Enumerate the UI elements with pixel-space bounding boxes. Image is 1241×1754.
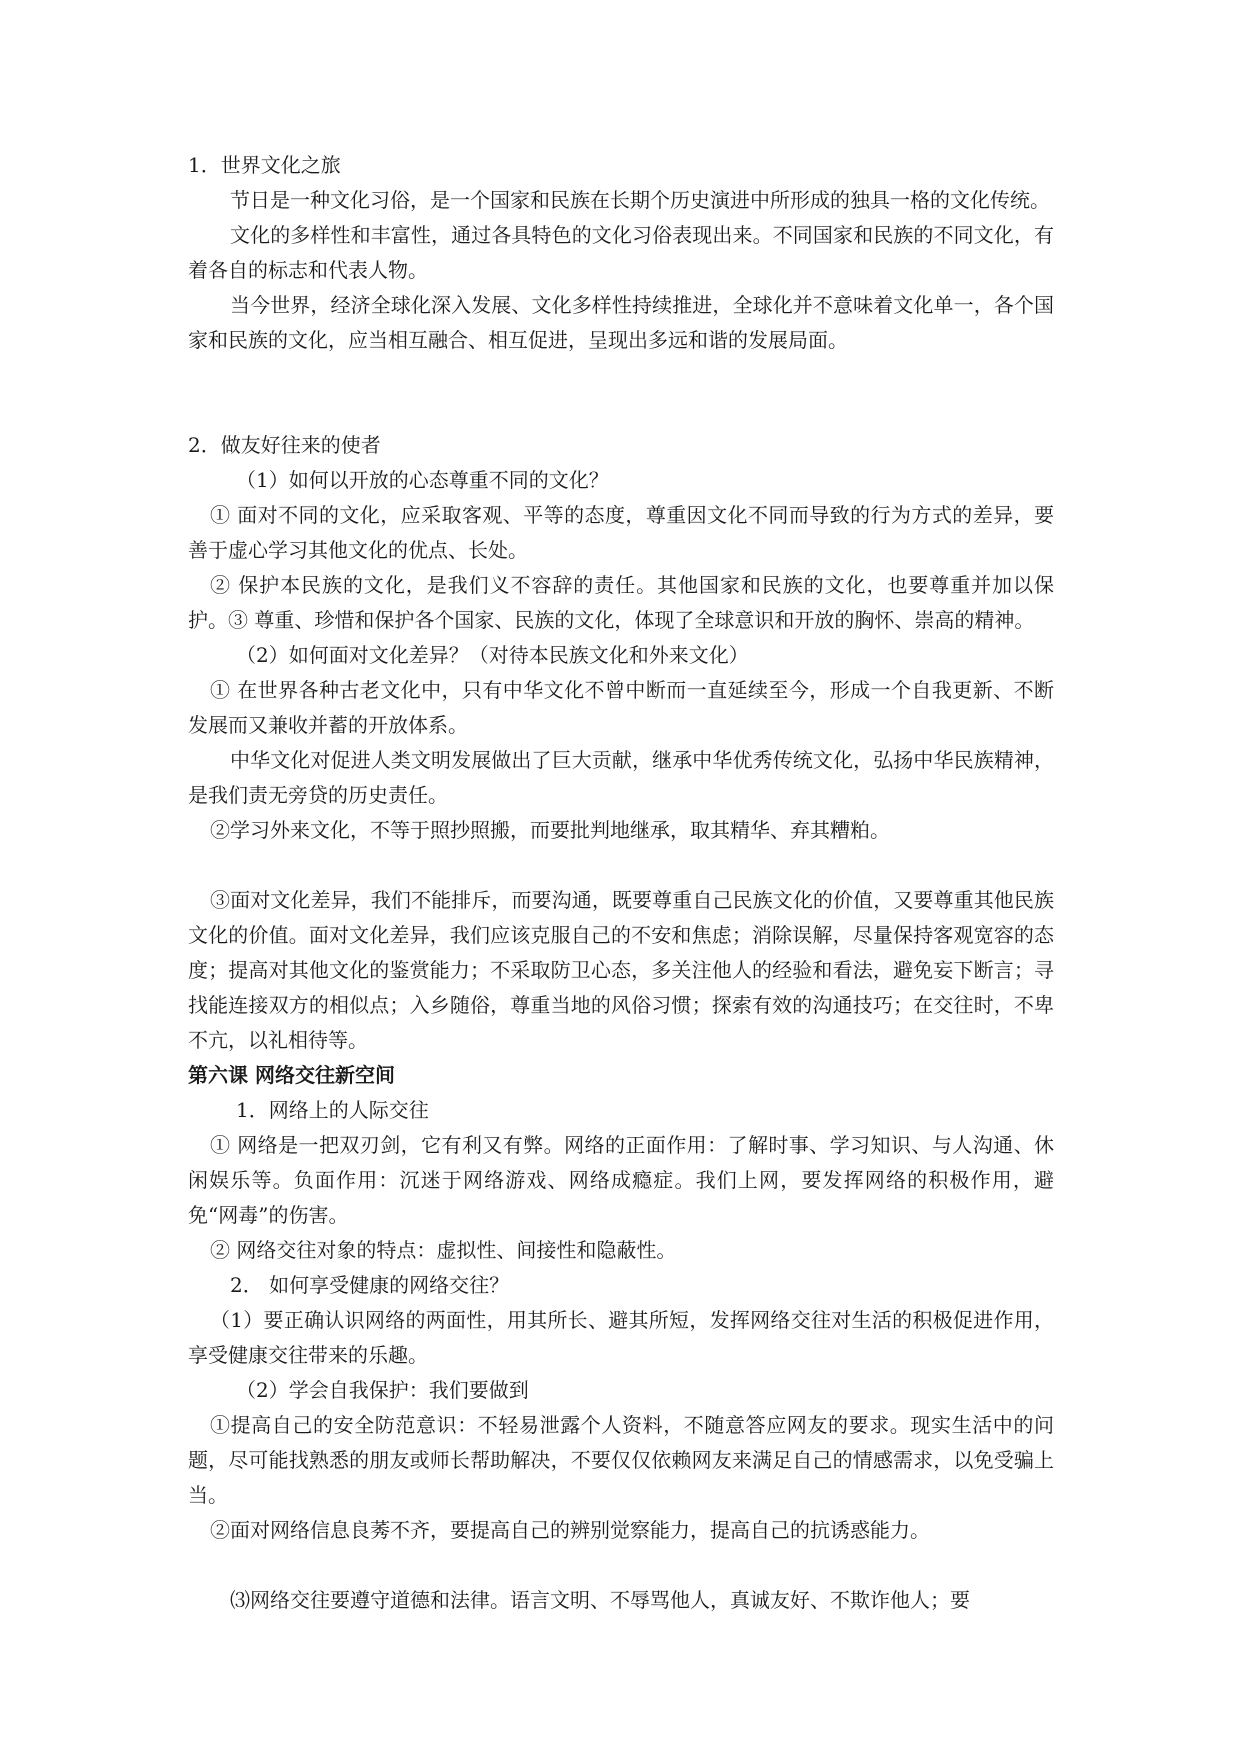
document-body (188, 148, 1054, 1618)
spacer (188, 358, 1054, 428)
lesson6-heading-1: 1．网络上的人际交往 (236, 1098, 429, 1122)
section2-answer-b1: ① 在世界各种古老文化中，只有中华文化不曾中断而一直延续至今，形成一个自我更新、不断发展而又兼收并蓄的开放体系。 (188, 678, 1054, 737)
section2-answer-b3: ③面对文化差异，我们不能排斥，而要沟通，既要尊重自己民族文化的价值，又要尊重其他民族文化的价值。面对文化差异，我们应该克服自己的不安和焦虑；消除误解，尽量保持客观宽容的态度；提高对其他文化的鉴赏能力；不采取防卫心态，多关注他人的经验和看法，避免妄下断言；寻找能连接双方的相似点；入乡随俗，尊重当地的风俗习惯；探索有效的沟通技巧；在交往时，不卑不亢，以礼相待等。 (188, 888, 1054, 1052)
lesson6-title: 第六课 网络交往新空间 (188, 1063, 395, 1087)
lesson6-point-e3: ⑶网络交往要遵守道德和法律。语言文明、不辱骂他人，真诚友好、不欺诈他人；要 (230, 1588, 970, 1612)
spacer (188, 1548, 1054, 1583)
lesson6-point-d1: （1）要正确认识网络的两面性，用其所长、避其所短，发挥网络交往对生活的积极促进作用，享受健康交往带来的乐趣。 (188, 1308, 1054, 1367)
lesson6-point-e1: ①提高自己的安全防范意识：不轻易泄露个人资料，不随意答应网友的要求。现实生活中的问题，尽可能找熟悉的朋友或师长帮助解决，不要仅仅依赖网友来满足自己的情感需求，以免受骗上当。 (188, 1413, 1054, 1507)
section1-paragraph-1: 节日是一种文化习俗，是一个国家和民族在长期个历史演进中所形成的独具一格的文化传统。 (230, 188, 1050, 212)
section1-paragraph-3: 当今世界，经济全球化深入发展、文化多样性持续推进，全球化并不意味着文化单一，各个国家和民族的文化，应当相互融合、相互促进，呈现出多远和谐的发展局面。 (188, 293, 1054, 352)
lesson6-point-2: ② 网络交往对象的特点：虚拟性、间接性和隐蔽性。 (210, 1238, 677, 1262)
lesson6-point-e2: ②面对网络信息良莠不齐，要提高自己的辨别觉察能力，提高自己的抗诱惑能力。 (210, 1518, 930, 1542)
lesson6-point-1: ① 网络是一把双刃剑，它有利又有弊。网络的正面作用：了解时事、学习知识、与人沟通、休闲娱乐等。负面作用：沉迷于网络游戏、网络成瘾症。我们上网，要发挥网络的积极作用，避免“网毒”的伤害。 (188, 1133, 1054, 1227)
lesson6-point-d2: （2）学会自我保护：我们要做到 (236, 1378, 529, 1402)
section2-answer-1: ① 面对不同的文化，应采取客观、平等的态度，尊重因文化不同而导致的行为方式的差异，要善于虚心学习其他文化的优点、长处。 (188, 503, 1054, 562)
section2-answer-b2: ②学习外来文化，不等于照抄照搬，而要批判地继承，取其精华、弃其糟粕。 (210, 818, 890, 842)
section2-question-1: （1）如何以开放的心态尊重不同的文化？ (236, 468, 609, 492)
spacer (188, 848, 1054, 883)
section2-question-2: （2）如何面对文化差异？（对待本民族文化和外来文化） (236, 643, 749, 667)
section1-heading: 1．世界文化之旅 (188, 153, 341, 177)
lesson6-heading-2: 2． 如何享受健康的网络交往？ (230, 1273, 510, 1297)
section2-answer-b1b: 中华文化对促进人类文明发展做出了巨大贡献，继承中华优秀传统文化，弘扬中华民族精神，是我们责无旁贷的历史责任。 (188, 748, 1054, 807)
section1-paragraph-2: 文化的多样性和丰富性，通过各具特色的文化习俗表现出来。不同国家和民族的不同文化，有着各自的标志和代表人物。 (188, 223, 1054, 282)
section2-heading: 2．做友好往来的使者 (188, 433, 381, 457)
section2-answer-2: ② 保护本民族的文化，是我们义不容辞的责任。其他国家和民族的文化，也要尊重并加以保护。③ 尊重、珍惜和保护各个国家、民族的文化，体现了全球意识和开放的胸怀、崇高的精神。 (188, 573, 1054, 632)
